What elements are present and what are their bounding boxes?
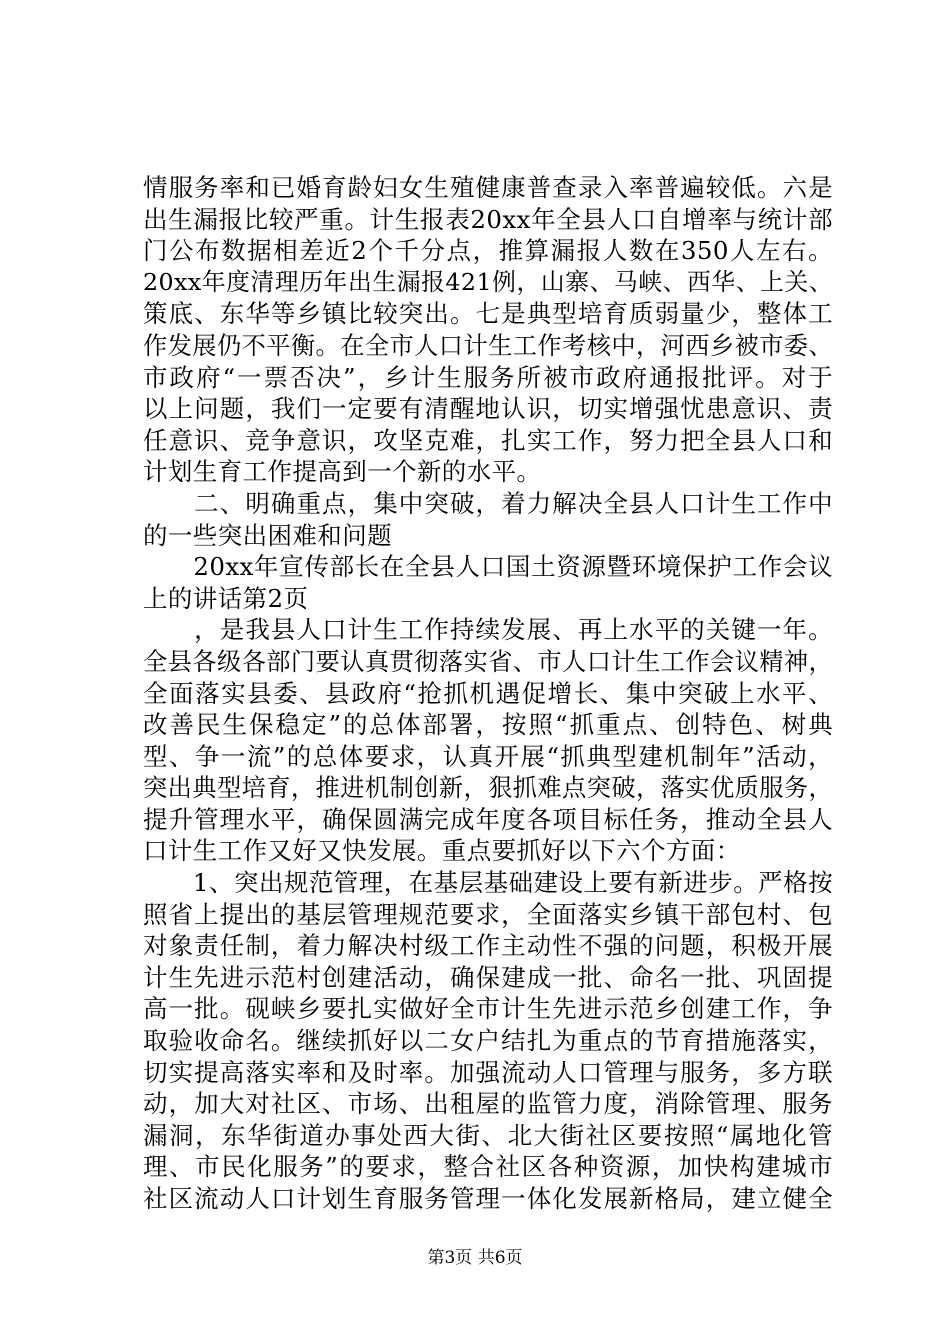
- text-line: 提升管理水平，确保圆满完成年度各项目标任务，推动全县人: [143, 804, 833, 834]
- text-line: 社区流动人口计划生育服务管理一体化发展新格局，建立健全: [143, 1184, 833, 1213]
- text-line: 全县各级各部门要认真贯彻落实省、市人口计生工作会议精神，: [143, 646, 834, 676]
- text-line: 突出典型培育，推进机制创新，狠抓难点突破，落实优质服务，: [143, 773, 834, 803]
- body-text: [143, 172, 833, 1215]
- text-line: 口计生工作又好又快发展。重点要抓好以下六个方面：: [143, 836, 741, 866]
- text-line: 漏洞，东华街道办事处西大街、北大街社区要按照“属地化管: [143, 1120, 833, 1150]
- text-line: 作发展仍不平衡。在全市人口计生工作考核中，河西乡被市委、: [143, 330, 834, 360]
- text-line: 计划生育工作提高到一个新的水平。: [143, 457, 542, 487]
- text-line: 市政府“一票否决”，乡计生服务所被市政府通报批评。对于: [143, 362, 833, 392]
- text-line: 上的讲话第2页: [143, 583, 309, 613]
- text-line: 切实提高落实率和及时率。加强流动人口管理与服务，多方联: [143, 1057, 833, 1087]
- text-line: 对象责任制，着力解决村级工作主动性不强的问题，积极开展: [143, 931, 833, 961]
- text-line: 计生先进示范村创建活动，确保建成一批、命名一批、巩固提: [143, 962, 833, 992]
- text-line: 二、明确重点，集中突破，着力解决全县人口计生工作中: [143, 488, 833, 518]
- text-line: 策底、东华等乡镇比较突出。七是典型培育质弱量少，整体工: [143, 299, 833, 329]
- text-line: 情服务率和已婚育龄妇女生殖健康普查录入率普遍较低。六是: [143, 173, 833, 202]
- page-footer: 第3页 共6页: [427, 1248, 523, 1268]
- text-line: 以上问题，我们一定要有清醒地认识，切实增强忧患意识、责: [143, 394, 833, 424]
- text-line: 的一些突出困难和问题: [143, 520, 392, 550]
- text-line: ，是我县人口计生工作持续发展、再上水平的关键一年。: [143, 615, 833, 645]
- text-line: 改善民生保稳定”的总体部署，按照“抓重点、创特色、树典: [143, 710, 833, 740]
- text-line: 理、市民化服务”的要求，整合社区各种资源，加快构建城市: [143, 1152, 833, 1182]
- text-line: 20xx年度清理历年出生漏报421例，山寨、马峡、西华、上关、: [143, 267, 833, 296]
- text-line: 任意识、竞争意识，攻坚克难，扎实工作，努力把全县人口和: [143, 425, 833, 455]
- text-line: 动，加大对社区、市场、出租屋的监管力度，消除管理、服务: [143, 1089, 833, 1119]
- text-line: 全面落实县委、县政府“抢抓机遇促增长、集中突破上水平、: [143, 678, 833, 708]
- text-line: 高一批。砚峡乡要扎实做好全市计生先进示范乡创建工作，争: [143, 994, 833, 1024]
- text-line: 照省上提出的基层管理规范要求，全面落实乡镇干部包村、包: [143, 899, 833, 929]
- text-line: 出生漏报比较严重。计生报表20xx年全县人口自增率与统计部: [143, 204, 833, 234]
- text-line: 20xx年宣传部长在全县人口国土资源暨环境保护工作会议: [143, 552, 833, 582]
- text-line: 门公布数据相差近2个千分点，推算漏报人数在350人左右。: [143, 236, 833, 266]
- text-line: 取验收命名。继续抓好以二女户结扎为重点的节育措施落实，: [143, 1026, 833, 1056]
- text-line: 型、争一流”的总体要求，认真开展“抓典型建机制年”活动，: [143, 741, 833, 771]
- text-line: 1、突出规范管理，在基层基础建设上要有新进步。严格按: [143, 868, 833, 898]
